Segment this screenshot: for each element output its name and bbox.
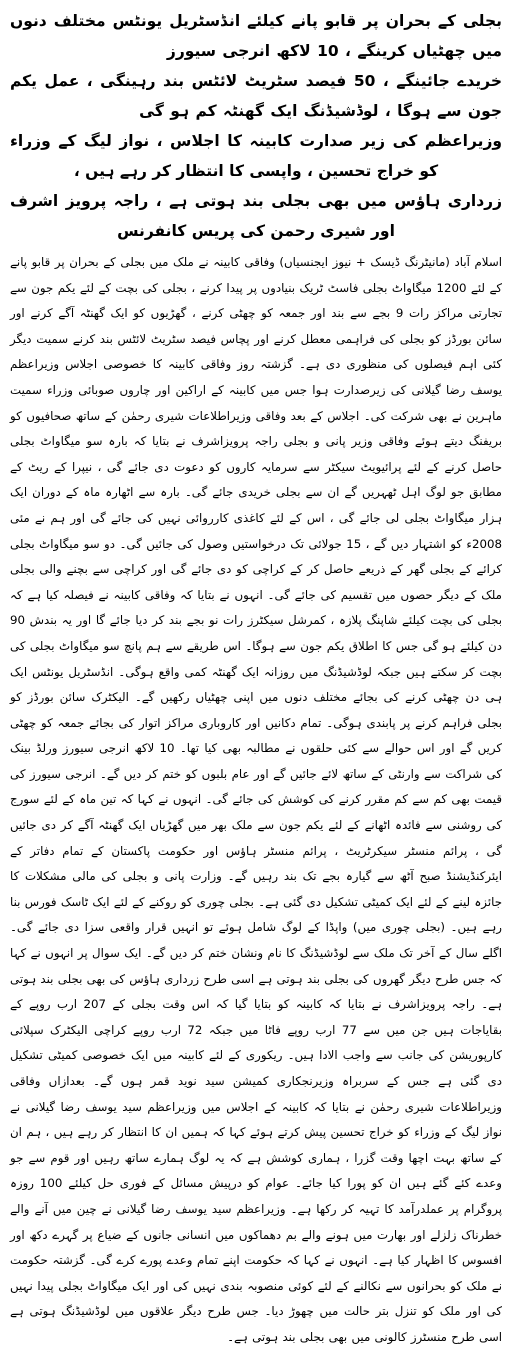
headline-line-1: بجلی کے بحران پر قابو پانے کیلئے انڈسٹریل یونٹس مختلف دنوں میں چھٹیاں کرینگے ، 10 لاکھ انرجی سیورز xyxy=(10,12,502,60)
article-body: اسلام آباد (مانیٹرنگ ڈیسک + نیوز ایجنسیاں) وفاقی کابینہ نے ملک میں بجلی کے بحران پر قابو پانے کے لئے 1200 میگاواٹ بجلی فاسٹ ٹریک بنیادوں پر پیدا کرنے ، بجلی کی بچت کے لئے یکم جون سے تجارتی مراکز رات 9 بجے سے بند اور جمعہ کو چھٹی کرنے ، گھڑیوں کو ایک گھنٹہ آگے کرنے اور سائن بورڈز کو بجلی کی فراہمی معطل کرنے اور پچاس فیصد سٹریٹ لائٹس بند کرنے سمیت دیگر کئی اہم فیصلوں کی منظوری دی ہے۔ گزشتہ روز وفاقی کابینہ کا خصوصی اجلاس وزیراعظم یوسف رضا گیلانی کی زیرصدارت ہوا جس میں کابینہ کے اراکین اور چاروں صوبائی وزراء سمیت ماہرین نے بھی شرکت کی۔ اجلاس کے بعد وفاقی وزیراطلاعات شیری رحمٰن کے ساتھ صحافیوں کو بریفنگ دیتے ہوئے وفاقی وزیر پانی و بجلی راجہ پرویزاشرف نے بتایا کہ بارہ سو میگاواٹ بجلی حاصل کرنے کے لئے پرائیویٹ سیکٹر سے سرمایہ کاروں کو دعوت دی جائے گی ، نیپرا کے ریٹ کے مطابق جو لوگ اہل ٹھہریں گے ان سے بجلی خریدی جائے گی۔ بارہ سے اٹھارہ ماہ کے دوران ایک ہزار میگاواٹ بجلی لی جائے گی ، اس کے لئے کاغذی کارروائی نہیں کی جائے گی اور ہم نے مئی 2008ء کو اشتہار دیں گے ، 15 جولائی تک درخواستیں وصول کی جائیں گی۔ دو سو میگاواٹ بجلی کرائے کے بجلی گھر کے ذریعے حاصل کر کے کراچی کو دی جائے گی اور کراچی سے بچنے والی بجلی ملک کے دیگر حصوں میں تقسیم کی جائے گی۔ انہوں نے بتایا کہ وفاقی کابینہ نے فیصلہ کیا ہے کہ بجلی کی بچت کیلئے شاپنگ پلازہ ، کمرشل سیکٹرز رات نو بجے بند کر دیا جائے گا اور یہ بندش 90 دن کیلئے ہو گی جس کا اطلاق یکم جون سے ہوگا۔ اس طریقے سے ہم پانچ سو میگاواٹ بجلی کی بچت کر سکتے ہیں جبکہ لوڈشیڈنگ میں روزانہ ایک گھنٹہ کمی واقع ہوگی۔ انڈسٹریل یونٹس ایک ہی دن چھٹی کرنے کی بجائے مختلف دنوں میں اپنی چھٹیاں رکھیں گے۔ الیکٹرک سائن بورڈز کو بجلی فراہم کرنے پر پابندی ہوگی۔ تمام دکانیں اور کاروباری مراکز اتوار کی بجائے جمعہ کو چھٹی کریں گے اور اس حوالے سے کئی حلقوں نے مطالبہ بھی کیا تھا۔ 10 لاکھ انرجی سیورز ورلڈ بینک کی شراکت سے وارنٹی کے ساتھ لائے جائیں گے اور عام بلبوں کو ختم کر دیں گے۔ انرجی سیورز کی قیمت بھی کم سے کم مقرر کرنے کی کوشش کی جائے گی۔ انہوں نے کہا کہ تین ماہ کے لئے سورج کی روشنی سے فائدہ اٹھانے کے لئے یکم جون سے ملک بھر میں گھڑیاں ایک گھنٹہ آگے کر دی جائیں گی ، پرائم منسٹر سیکرٹریٹ ، پرائم منسٹر ہاؤس اور حکومت پاکستان کے تمام دفاتر کے ایئرکنڈیشنڈ صبح آٹھ سے گیارہ بجے تک بند رہیں گے۔ وزارت پانی و بجلی کی مالی مشکلات کا جائزہ لینے کے لئے ایک کمیٹی تشکیل دی گئی ہے۔ بجلی چوری کو روکنے کے لئے ایک ٹاسک فورس بنا رہے ہیں۔ (بجلی چوری میں) واپڈا کے لوگ شامل ہوئے تو انہیں قرار واقعی سزا دی جائے گی۔ اگلے سال کے آخر تک ملک سے لوڈشیڈنگ کا نام ونشان ختم کر دیں گے۔ ایک سوال پر انہوں نے کہا کہ جس طرح دیگر گھروں کی بجلی بند ہوتی ہے اسی طرح زرداری ہاؤس کی بھی بجلی بند ہوتی ہے۔ راجہ پرویزاشرف نے بتایا کہ کابینہ کو بتایا گیا کہ اس وقت بجلی کے 207 ارب روپے کے بقایاجات ہیں جن میں سے 77 ارب روپے فاٹا میں جبکہ 72 ارب روپے کراچی الیکٹرک سپلائی کارپوریشن کی جانب سے واجب الادا ہیں۔ ریکوری کے لئے کابینہ میں ایک خصوصی کمیٹی تشکیل دی گئی ہے جس کے سربراہ وزیرنجکاری کمیشن سید نوید قمر ہوں گے۔ بعدازاں وفاقی وزیراطلاعات شیری رحمٰن نے بتایا کہ کابینہ کے اجلاس میں وزیراعظم سید یوسف رضا گیلانی نے نواز لیگ کے وزراء کو خراج تحسین پیش کرتے ہوئے کہا کہ ہمیں ان کا انتظار کر رہے ہیں ، ہم ان کے ساتھ بہت اچھا وقت گزرا ، ہماری کوشش ہے کہ یہ لوگ ہمارے ساتھ رہیں اور قوم سے جو وعدے کئے گئے ہیں ان کو پورا کیا جائے۔ عوام کو درپیش مسائل کے فوری حل کیلئے 100 روزہ پروگرام پر عملدرآمد کا تہیہ کر رکھا ہے۔ وزیراعظم سید یوسف رضا گیلانی نے چین میں آنے والے خطرناک زلزلے اور بھارت میں ہونے والے بم دھماکوں میں انسانی جانوں کے ضیاع پر گہرے دکھ اور افسوس کا اظہار کیا ہے۔ انہوں نے کہا کہ حکومت اپنے تمام وعدے پورے کرے گی۔ گزشتہ حکومت نے ملک کو بحرانوں سے نکالنے کے لئے کوئی منصوبہ بندی نہیں کی اور ایک میگاواٹ بجلی پیدا نہیں کی اور ملک کو تنزل بتر حالت میں چھوڑ دیا۔ جس طرح دیگر علاقوں میں لوڈشیڈنگ ہوتی ہے اسی طرح منسٹرز کالونی میں بھی بجلی بند ہوتی ہے۔ xyxy=(10,255,502,1344)
headline-line-2: خریدے جائینگے ، 50 فیصد سٹریٹ لائٹس بند رہینگی ، عمل یکم جون سے ہوگا ، لوڈشیڈنگ ایک گھنٹہ کم ہو گی xyxy=(10,72,502,120)
subheadline xyxy=(10,126,502,246)
subheadline-line-1: وزیراعظم کی زیر صدارت کابینہ کا اجلاس ، نواز لیگ کے وزراء کو خراج تحسین ، واپسی کا انتظار کر رہے ہیں ، xyxy=(10,132,502,180)
subheadline-line-2: زرداری ہاؤس میں بھی بجلی بند ہوتی ہے ، راجہ پرویز اشرف اور شیری رحمن کی پریس کانفرنس xyxy=(10,192,502,240)
headline xyxy=(10,6,502,126)
